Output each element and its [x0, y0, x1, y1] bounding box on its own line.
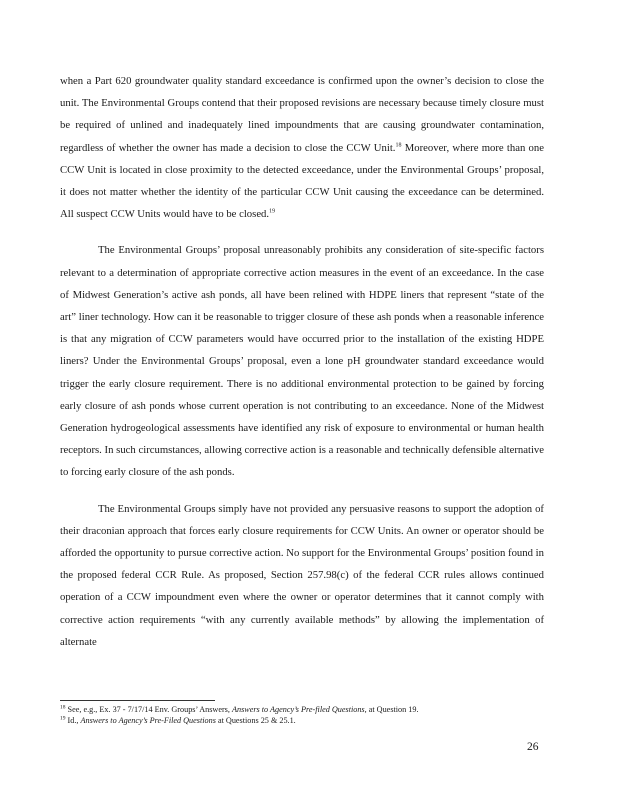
footnote	[60, 704, 544, 715]
footnote-text: , at Question 19.	[364, 705, 419, 714]
paragraph-text: Moreover, where more than one CCW Unit is located in close proximity to the detected exceedance, under the Environmental Groups’ proposal, it does not matter whether the identity of the particular CCW Unit causing the exceedance can be determined. All suspect CCW Units would have to be closed.	[60, 141, 544, 221]
footnote-text: Id.,	[67, 716, 81, 725]
footnote-reference: 19	[269, 208, 276, 215]
page-number: 26	[527, 741, 539, 753]
footnote-mark: 19	[60, 715, 66, 722]
paragraph	[60, 70, 544, 225]
footnote-text: See, e.g., Ex. 37 - 7/17/14 Env. Groups’ Answers,	[67, 705, 232, 714]
footnote-text: at Questions 25 & 25.1.	[215, 716, 296, 725]
footnote-mark: 18	[60, 704, 66, 711]
footnotes	[60, 704, 544, 726]
paragraph: The Environmental Groups’ proposal unreasonably prohibits any consideration of site-specific factors relevant to a determination of appropriate corrective action measures in the event of an exceedance. In the case of Midwest Generation’s active ash ponds, all have been relined with HDPE liners that represent “state of the art” liner technology. How can it be reasonable to trigger closure of these ash ponds when a reasonable inference is that any migration of CCW parameters would have occurred prior to the installation of the existing HDPE liners? Under the Environmental Groups’ proposal, even a lone pH groundwater standard exceedance would trigger the early closure requirement. There is no additional environmental protection to be gained by forcing early closure of ash ponds whose current operation is not contributing to an exceedance. None of the Midwest Generation hydrogeological assessments have identified any risk of exposure to environmental or human health receptors. In such circumstances, allowing corrective action is a reasonable and technically defensible alternative to forcing early closure of the ash ponds.	[60, 244, 544, 479]
footnote-divider	[60, 700, 215, 701]
paragraph: The Environmental Groups simply have not provided any persuasive reasons to support the adoption of their draconian approach that forces early closure requirements for CCW Units. An owner or operator should be afforded the opportunity to pursue corrective action. No support for the Environmental Groups’ position found in the proposed federal CCR Rule. As proposed, Section 257.98(c) of the federal CCR rules allows continued operation of a CCW impoundment even where the owner or operator determines that it cannot comply with corrective action requirements “with any currently available methods” by allowing the implementation of alternate	[60, 502, 544, 648]
footnote-title: Answers to Agency’s Pre-Filed Questions	[80, 716, 216, 725]
paragraph-text: when a Part 620 groundwater quality standard exceedance is confirmed upon the owner’s decision to close the unit. The Environmental Groups contend that their proposed revisions are necessary because timely closure must be required of unlined and inadequately lined impoundments that are causing groundwater contamination, regardless of whether the owner has made a decision to close the CCW Unit.	[60, 75, 544, 154]
document-body	[60, 70, 544, 653]
footnote-reference: 18	[395, 142, 402, 149]
footnote	[60, 715, 544, 726]
footnote-title: Answers to Agency’s Pre-filed Questions	[231, 705, 365, 714]
